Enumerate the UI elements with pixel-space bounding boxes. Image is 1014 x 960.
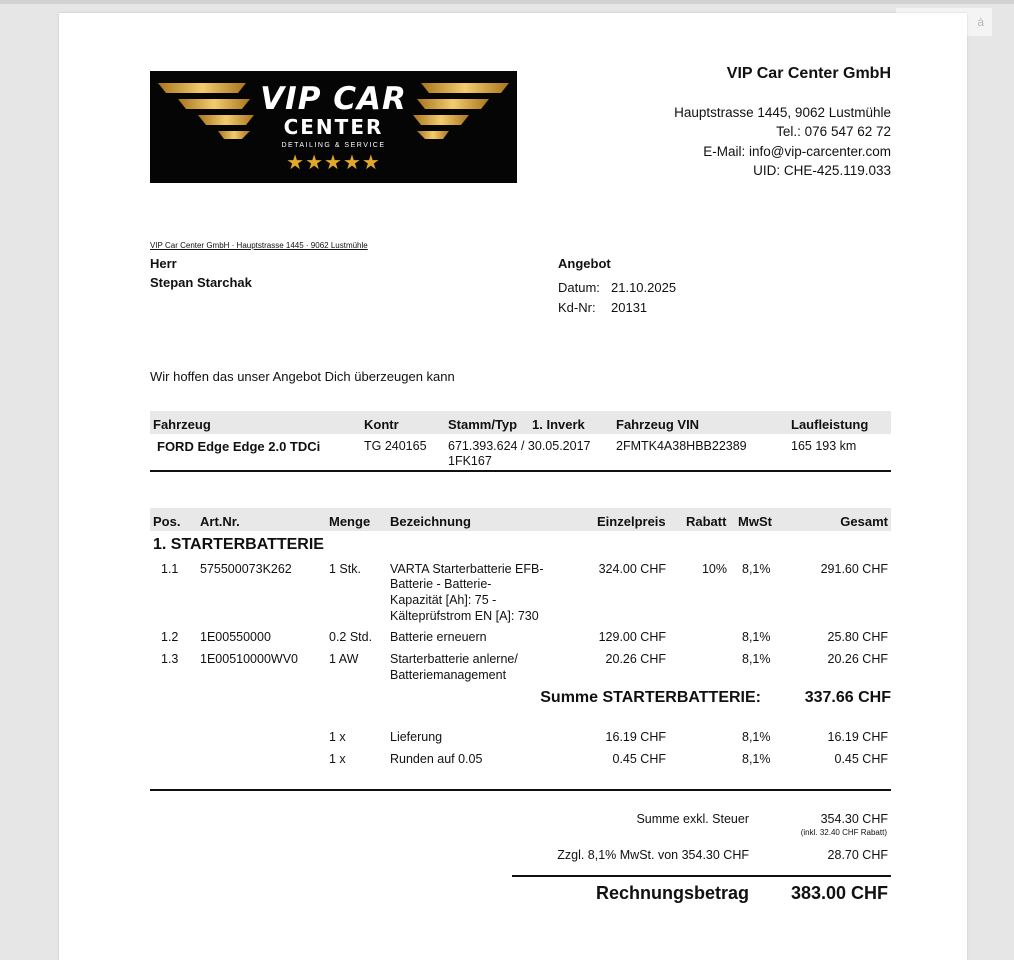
item-desc-line: Kälteprüfstrom EN [A]: 730 xyxy=(390,609,539,623)
item-desc-line: VARTA Starterbatterie EFB- xyxy=(390,562,544,576)
section-title: 1. STARTERBATTERIE xyxy=(153,536,324,553)
item-desc-line: Batterie - Batterie- xyxy=(390,577,492,591)
items-header-art: Art.Nr. xyxy=(200,514,240,529)
item-discount: 10% xyxy=(701,562,727,576)
discount-note: (inkl. 32.40 CHF Rabatt) xyxy=(800,828,887,837)
net-value: 354.30 CHF xyxy=(820,812,888,826)
item-unit-price: 20.26 CHF xyxy=(605,652,666,666)
vat-label: Zzgl. 8,1% MwSt. von 354.30 CHF xyxy=(557,848,749,862)
intro-text: Wir hoffen das unser Angebot Dich überzeugen kann xyxy=(150,369,455,384)
date-label: Datum: xyxy=(558,280,600,295)
date-value: 21.10.2025 xyxy=(611,280,677,295)
company-logo xyxy=(150,71,517,183)
item-unit-price: 324.00 CHF xyxy=(598,562,666,576)
vehicle-header-inverk: 1. Inverk xyxy=(532,417,585,432)
logo-text-center: CENTER xyxy=(283,115,384,139)
item-total: 291.60 CHF xyxy=(820,562,888,576)
vehicle-header-vin: Fahrzeug VIN xyxy=(616,417,700,432)
vat-value: 28.70 CHF xyxy=(827,848,888,862)
company-name: VIP Car Center GmbH xyxy=(726,65,891,82)
items-header-qty: Menge xyxy=(329,514,371,529)
sender-line: VIP Car Center GmbH · Hauptstrasse 1445 · 9062 Lustmühle xyxy=(150,241,368,250)
item-desc-line: Starterbatterie anlerne/ xyxy=(390,652,518,666)
grand-total-value: 383.00 CHF xyxy=(790,883,888,903)
vehicle-stamm: 671.393.624 / 30.05.2017 xyxy=(448,439,591,453)
section-sum-label: Summe STARTERBATTERIE: xyxy=(540,689,761,706)
item-unit-price: 129.00 CHF xyxy=(598,630,666,644)
vehicle-name: FORD Edge Edge 2.0 TDCi xyxy=(157,439,321,454)
customer-label: Kd-Nr: xyxy=(558,300,596,315)
extra-qty: 1 x xyxy=(329,730,346,744)
logo-stars-icon: ★★★★★ xyxy=(286,152,381,174)
items-header-vat: MwSt xyxy=(738,514,772,529)
item-art: 575500073K262 xyxy=(200,562,292,576)
item-pos: 1.2 xyxy=(161,630,179,644)
vehicle-table-header xyxy=(150,411,891,434)
items-header-discount: Rabatt xyxy=(686,514,727,529)
item-pos: 1.1 xyxy=(161,562,179,576)
grand-total-label: Rechnungsbetrag xyxy=(595,883,749,903)
extra-desc: Runden auf 0.05 xyxy=(390,752,483,766)
extra-desc: Lieferung xyxy=(390,730,443,744)
item-pos: 1.3 xyxy=(161,652,179,666)
items-header-total: Gesamt xyxy=(840,514,888,529)
window-top-edge xyxy=(0,0,1014,4)
company-address: Hauptstrasse 1445, 9062 Lustmühle xyxy=(674,105,891,120)
customer-number: 20131 xyxy=(611,300,648,315)
extra-vat: 8,1% xyxy=(742,752,771,766)
extra-total: 16.19 CHF xyxy=(827,730,888,744)
corner-icon-glyph: ẚ xyxy=(977,15,984,29)
item-qty: 1 AW xyxy=(329,652,359,666)
recipient-name: Stepan Starchak xyxy=(150,275,252,290)
items-table-rule xyxy=(150,789,891,791)
company-uid: UID: CHE-425.119.033 xyxy=(753,163,891,178)
vehicle-type-code: 1FK167 xyxy=(448,454,492,468)
vehicle-header-vehicle: Fahrzeug xyxy=(153,417,211,432)
item-vat: 8,1% xyxy=(742,652,771,666)
item-vat: 8,1% xyxy=(742,630,771,644)
extra-unit-price: 16.19 CHF xyxy=(605,730,666,744)
extra-qty: 1 x xyxy=(329,752,346,766)
extra-total: 0.45 CHF xyxy=(834,752,888,766)
item-desc-line: Kapazität [Ah]: 75 - xyxy=(390,593,497,607)
vehicle-header-stamm: Stamm/Typ xyxy=(448,417,518,432)
vehicle-header-mileage: Laufleistung xyxy=(791,417,869,432)
vehicle-mileage: 165 193 km xyxy=(791,439,857,453)
recipient-salutation: Herr xyxy=(150,256,177,271)
document-page xyxy=(59,13,967,960)
net-label: Summe exkl. Steuer xyxy=(636,812,749,826)
items-header-unit: Einzelpreis xyxy=(597,514,666,529)
company-email[interactable]: E-Mail: info@vip-carcenter.com xyxy=(703,144,891,159)
items-header-desc: Bezeichnung xyxy=(390,514,471,529)
vehicle-kontr: TG 240165 xyxy=(364,439,427,453)
vehicle-table-rule xyxy=(150,470,891,472)
items-table-header xyxy=(150,508,891,531)
logo-text-vip-car: VIP CAR xyxy=(260,81,407,117)
items-header-pos: Pos. xyxy=(153,514,181,529)
totals-rule xyxy=(512,875,891,877)
vehicle-vin: 2FMTK4A38HBB22389 xyxy=(616,439,747,453)
logo-tagline: DETAILING & SERVICE xyxy=(281,142,386,149)
item-vat: 8,1% xyxy=(742,562,771,576)
section-sum-value: 337.66 CHF xyxy=(804,689,891,706)
item-desc-line: Batteriemanagement xyxy=(390,668,507,682)
company-phone: Tel.: 076 547 62 72 xyxy=(776,124,891,139)
vehicle-header-kontr: Kontr xyxy=(364,417,399,432)
item-qty: 0.2 Std. xyxy=(329,630,373,644)
item-qty: 1 Stk. xyxy=(329,562,361,576)
item-desc-line: Batterie erneuern xyxy=(390,630,487,644)
item-art: 1E00510000WV0 xyxy=(200,652,298,666)
extra-unit-price: 0.45 CHF xyxy=(612,752,666,766)
extra-vat: 8,1% xyxy=(742,730,771,744)
item-art: 1E00550000 xyxy=(200,630,271,644)
item-total: 20.26 CHF xyxy=(827,652,888,666)
document-type: Angebot xyxy=(558,256,611,271)
item-total: 25.80 CHF xyxy=(827,630,888,644)
